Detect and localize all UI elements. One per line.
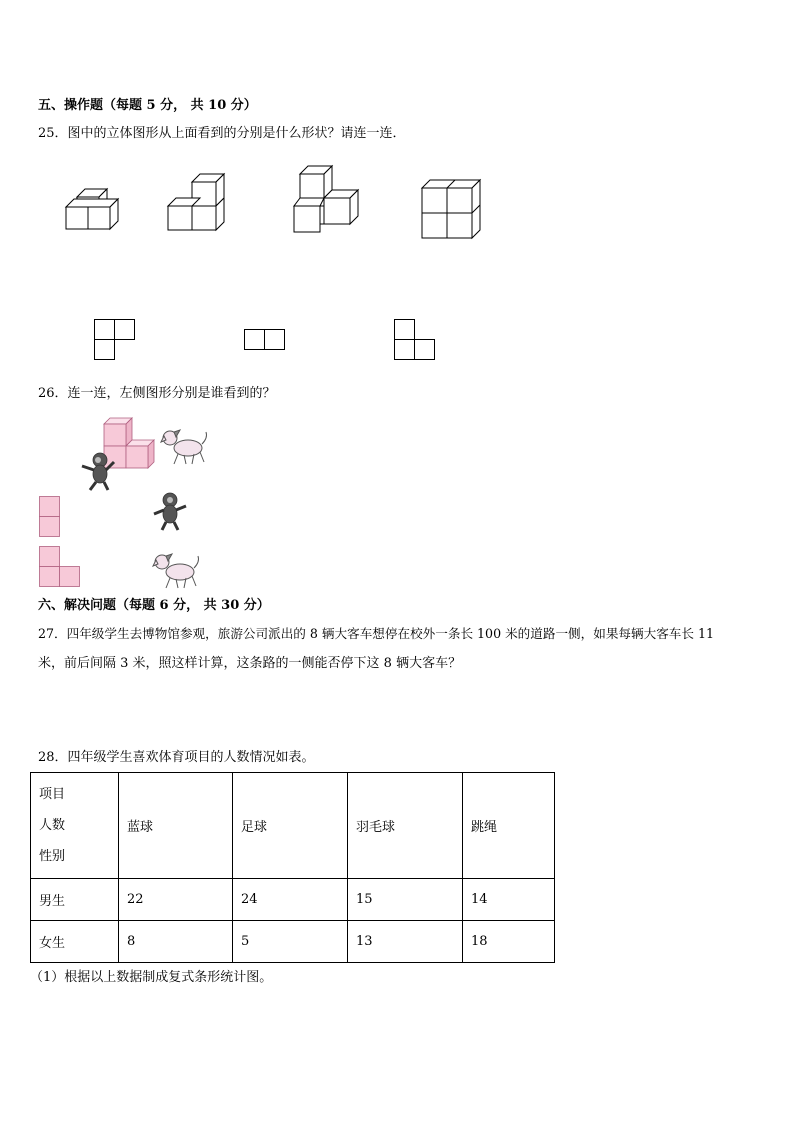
top-view-3 — [394, 319, 436, 361]
pink-view-2 — [39, 546, 83, 590]
top-view-1 — [94, 319, 136, 361]
section-6-title: 六、解决问题（每题 6 分， 共 30 分） — [38, 598, 270, 613]
row-label: 男生 — [31, 879, 119, 921]
table-cell: 14 — [463, 879, 555, 921]
table-cell: 18 — [463, 921, 555, 963]
table-cell: 5 — [233, 921, 348, 963]
monkey-icon — [150, 492, 190, 532]
column-header: 蓝球 — [119, 773, 233, 879]
table-row — [31, 879, 555, 921]
top-view-2 — [244, 329, 286, 351]
table-row — [31, 921, 555, 963]
column-header: 羽毛球 — [348, 773, 463, 879]
table-cell: 24 — [233, 879, 348, 921]
table-cell: 8 — [119, 921, 233, 963]
monkey-icon — [78, 452, 118, 492]
question-26: 26．连一连，左侧图形分别是谁看到的？ — [38, 386, 276, 401]
question-27-line-1: 27．四年级学生去博物馆参观，旅游公司派出的 8 辆大客车想停在校外一条长 100 米的道路一侧，如果每辆大客车长 11 — [38, 626, 715, 641]
header-gender-label: 性别 — [39, 849, 66, 864]
dog-icon — [160, 428, 210, 466]
section-5-title: 五、操作题（每题 5 分， 共 10 分） — [38, 98, 257, 113]
question-28-sub-1: （1）根据以上数据制成复式条形统计图。 — [30, 970, 273, 985]
column-header: 足球 — [233, 773, 348, 879]
sports-table — [30, 772, 555, 963]
header-item-label: 项目 — [39, 787, 66, 802]
table-cell: 13 — [348, 921, 463, 963]
row-label: 女生 — [31, 921, 119, 963]
column-header: 跳绳 — [463, 773, 555, 879]
table-cell: 15 — [348, 879, 463, 921]
dog-icon — [152, 552, 202, 590]
question-25: 25．图中的立体图形从上面看到的分别是什么形状？请连一连． — [38, 126, 406, 141]
diagonal-header-cell — [31, 773, 119, 879]
table-cell: 22 — [119, 879, 233, 921]
question-27-line-2: 米，前后间隔 3 米，照这样计算，这条路的一侧能否停下这 8 辆大客车？ — [38, 656, 462, 671]
table-header-row — [31, 773, 555, 879]
cube-figure-1 — [60, 185, 130, 235]
question-28: 28．四年级学生喜欢体育项目的人数情况如表。 — [38, 750, 315, 765]
cube-figure-2 — [162, 172, 232, 237]
pink-view-1 — [39, 496, 61, 540]
cube-figure-4 — [418, 178, 488, 243]
header-count-label: 人数 — [39, 818, 66, 833]
cube-figure-3 — [290, 166, 365, 238]
